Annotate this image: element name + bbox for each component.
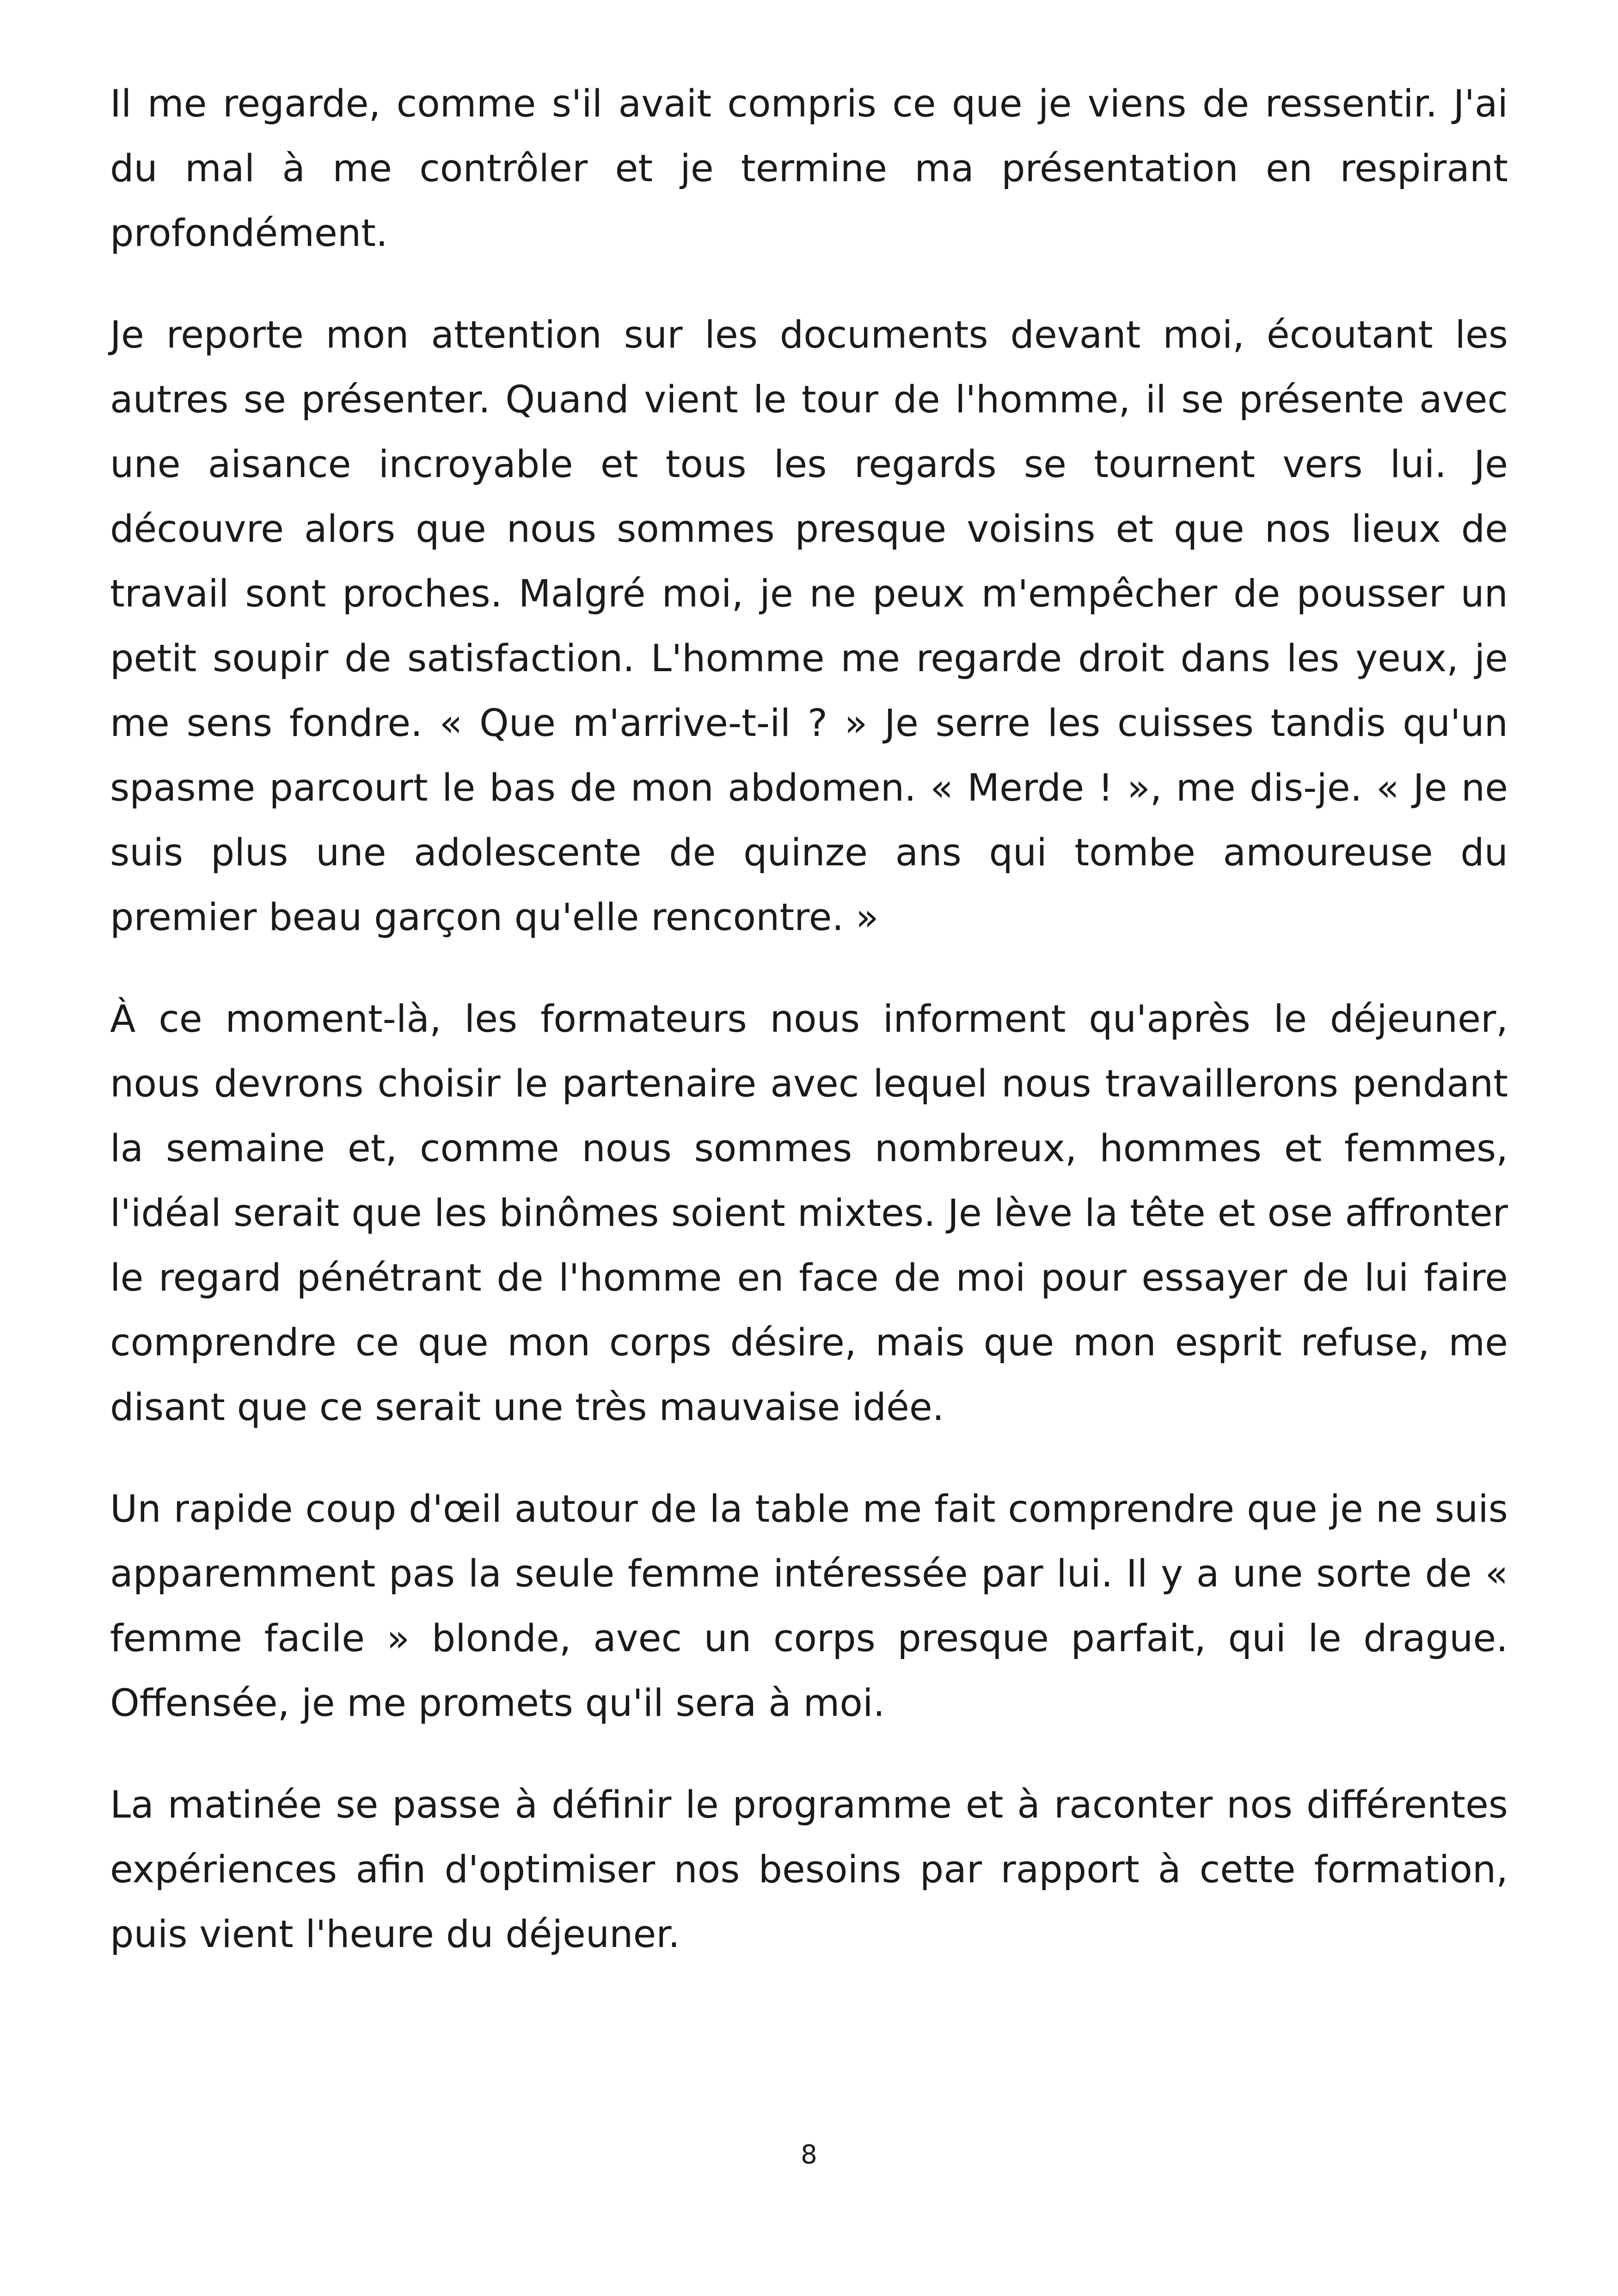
paragraph-1: Il me regarde, comme s'il avait compris ce que je viens de ressentir. J'ai du mal à me contrôler et je termine ma présentation en respirant profondément. — [110, 82, 1508, 255]
paragraph-5: La matinée se passe à définir le programme et à raconter nos différentes expériences afin d'optimiser nos besoins par rapport à cette formation, puis vient l'heure du déjeuner. — [110, 1783, 1508, 1956]
paragraph-3: À ce moment-là, les formateurs nous informent qu'après le déjeuner, nous devrons choisir le partenaire avec lequel nous travaillerons pendant la semaine et, comme nous sommes nombreux, hommes et femmes, l'idéal serait que les binômes soient mixtes. Je lève la tête et ose affronter le regard pénétrant de l'homme en face de moi pour essayer de lui faire comprendre ce que mon corps désire, mais que mon esprit refuse, me disant que ce serait une très mauvaise idée. — [110, 998, 1508, 1429]
paragraph-4: Un rapide coup d'œil autour de la table me fait comprendre que je ne suis apparemment pas la seule femme intéressée par lui. Il y a une sorte de « femme facile » blonde, avec un corps presque parfait, qui le drague. Offensée, je me promets qu'il sera à moi. — [110, 1488, 1508, 1725]
body-text — [110, 72, 1508, 2004]
paragraph-2: Je reporte mon attention sur les documents devant moi, écoutant les autres se présenter. Quand vient le tour de l'homme, il se présente avec une aisance incroyable et tous les regards se tournent vers lui. Je découvre alors que nous sommes presque voisins et que nos lieux de travail sont proches. Malgré moi, je ne peux m'empêcher de pousser un petit soupir de satisfaction. L'homme me regarde droit dans les yeux, je me sens fondre. « Que m'arrive-t-il ? » Je serre les cuisses tandis qu'un spasme parcourt le bas de mon abdomen. « Merde ! », me dis-je. « Je ne suis plus une adolescente de quinze ans qui tombe amoureuse du premier beau garçon qu'elle rencontre. » — [110, 313, 1508, 939]
page-number: 8 — [801, 2140, 817, 2170]
